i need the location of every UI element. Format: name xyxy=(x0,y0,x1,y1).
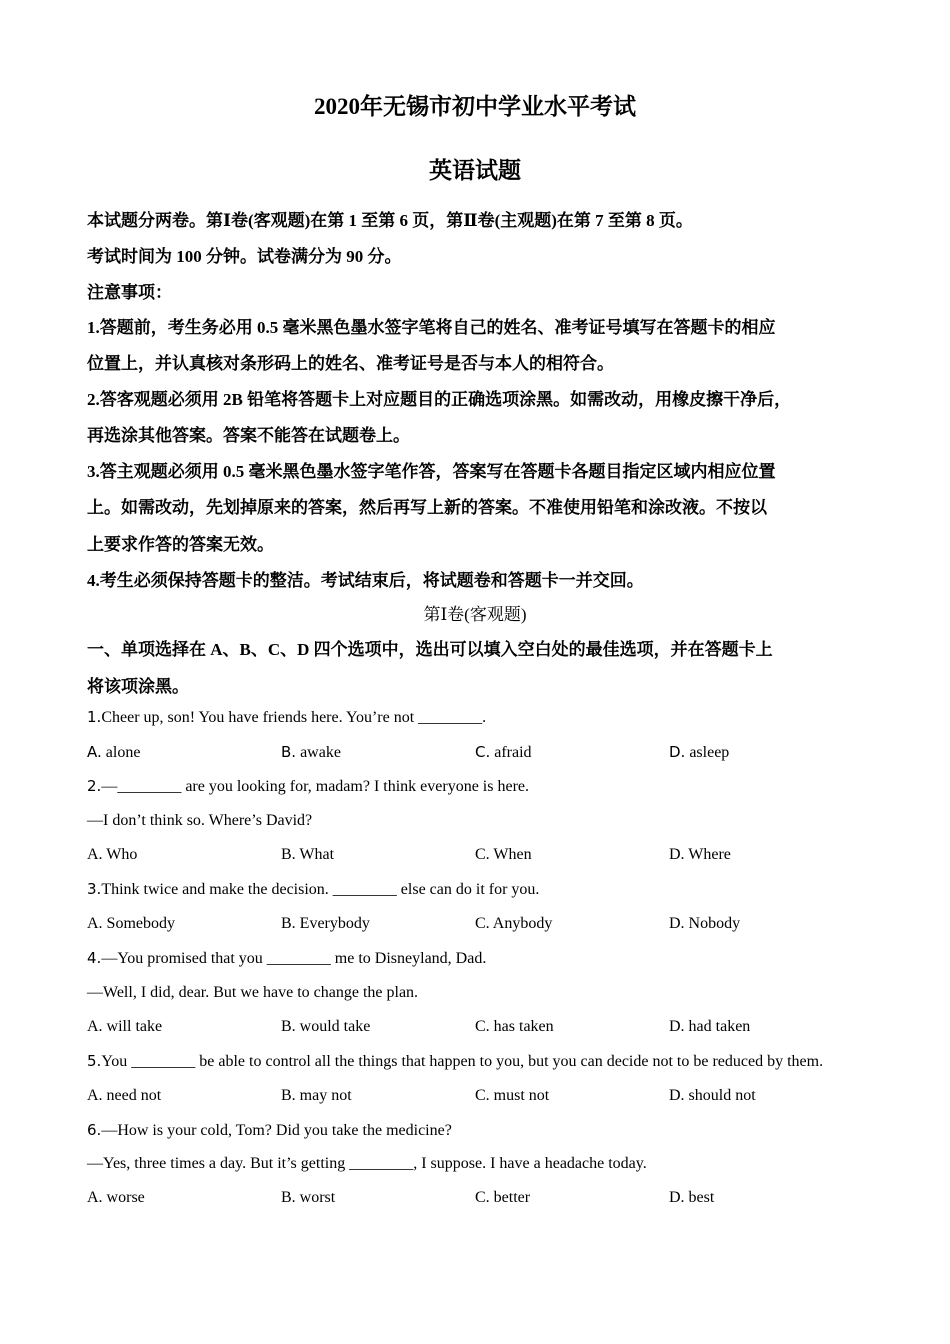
intro-line-2: 考试时间为 100 分钟。试卷满分为 90 分。 xyxy=(87,247,402,266)
question-2-reply: —I don’t think so. Where’s David? xyxy=(87,812,313,829)
option-a[interactable]: A. Somebody xyxy=(87,915,175,932)
option-b[interactable]: B. Everybody xyxy=(281,915,370,932)
question-text: —How is your cold, Tom? Did you take the medicine? xyxy=(101,1122,452,1139)
question-number: 5. xyxy=(87,1052,102,1070)
question-number: 4. xyxy=(87,949,102,967)
question-text: —________ are you looking for, madam? I think everyone is here. xyxy=(101,778,529,795)
question-6-stem xyxy=(87,1121,452,1140)
question-number: 6. xyxy=(87,1121,102,1139)
note-3b: 上。如需改动，先划掉原来的答案，然后再写上新的答案。不准使用铅笔和涂改液。不按以 xyxy=(87,498,767,517)
option-a[interactable]: A. need not xyxy=(87,1087,162,1104)
option-a[interactable]: A. Who xyxy=(87,846,138,863)
question-number: 1. xyxy=(87,708,102,726)
part1-heading: 第Ⅰ卷(客观题) xyxy=(423,605,527,624)
option-a[interactable]: A. worse xyxy=(87,1189,145,1206)
option-d[interactable]: D. had taken xyxy=(669,1018,751,1035)
notice-heading: 注意事项： xyxy=(87,283,172,302)
note-1b: 位置上，并认真核对条形码上的姓名、准考证号是否与本人的相符合。 xyxy=(87,354,614,373)
intro-line-1: 本试题分两卷。第Ⅰ卷(客观题)在第 1 至第 6 页，第Ⅱ卷(主观题)在第 7 至第 8 页。 xyxy=(87,211,693,230)
exam-title: 2020年无锡市初中学业水平考试 xyxy=(314,94,636,119)
question-number: 2. xyxy=(87,777,102,795)
question-4-options xyxy=(87,1018,887,1040)
option-d[interactable]: D. Nobody xyxy=(669,915,741,932)
option-d[interactable]: D. Where xyxy=(669,846,731,863)
exam-subtitle: 英语试题 xyxy=(429,158,521,183)
option-c[interactable]: C. afraid xyxy=(475,743,532,761)
option-b[interactable]: B. worst xyxy=(281,1189,336,1206)
note-3c: 上要求作答的答案无效。 xyxy=(87,535,274,554)
note-3a: 3.答主观题必须用 0.5 毫米黑色墨水签字笔作答，答案写在答题卡各题目指定区域内相应位置 xyxy=(87,462,776,481)
question-6-options xyxy=(87,1189,887,1211)
question-text: You ________ be able to control all the things that happen to you, but you can decide not to be reduced by them. xyxy=(101,1053,824,1070)
note-1a: 1.答题前，考生务必用 0.5 毫米黑色墨水签字笔将自己的姓名、准考证号填写在答题卡的相应 xyxy=(87,318,776,337)
option-b[interactable]: B. may not xyxy=(281,1087,352,1104)
option-c[interactable]: C. Anybody xyxy=(475,915,553,932)
option-a[interactable]: A. alone xyxy=(87,743,141,761)
question-5-options xyxy=(87,1087,887,1109)
note-4: 4.考生必须保持答题卡的整洁。考试结束后，将试题卷和答题卡一并交回。 xyxy=(87,571,644,590)
question-text: Think twice and make the decision. ________ else can do it for you. xyxy=(101,881,540,898)
question-5-stem xyxy=(87,1052,823,1071)
option-c[interactable]: C. better xyxy=(475,1189,531,1206)
option-b[interactable]: B. would take xyxy=(281,1018,371,1035)
option-a[interactable]: A. will take xyxy=(87,1018,163,1035)
option-b[interactable]: B. awake xyxy=(281,743,341,761)
section-instruction-a: 一、单项选择在 A、B、C、D 四个选项中，选出可以填入空白处的最佳选项，并在答题卡上 xyxy=(87,640,773,659)
option-d[interactable]: D. best xyxy=(669,1189,715,1206)
section-instruction-b: 将该项涂黑。 xyxy=(87,677,189,696)
question-text: —You promised that you ________ me to Disneyland, Dad. xyxy=(101,950,487,967)
option-c[interactable]: C. When xyxy=(475,846,532,863)
question-1-stem xyxy=(87,708,486,727)
question-1-options xyxy=(87,743,887,765)
question-4-stem xyxy=(87,949,486,968)
question-3-stem xyxy=(87,880,539,899)
note-2b: 再选涂其他答案。答案不能答在试题卷上。 xyxy=(87,426,410,445)
question-text: Cheer up, son! You have friends here. You’re not ________. xyxy=(101,709,487,726)
question-3-options xyxy=(87,915,887,937)
option-c[interactable]: C. has taken xyxy=(475,1018,554,1035)
question-2-stem xyxy=(87,777,529,796)
option-c[interactable]: C. must not xyxy=(475,1087,550,1104)
option-d[interactable]: D. should not xyxy=(669,1087,756,1104)
question-number: 3. xyxy=(87,880,102,898)
option-d[interactable]: D. asleep xyxy=(669,743,730,761)
question-4-reply: —Well, I did, dear. But we have to change the plan. xyxy=(87,984,419,1001)
note-2a: 2.答客观题必须用 2B 铅笔将答题卡上对应题目的正确选项涂黑。如需改动，用橡皮擦干净后， xyxy=(87,390,792,409)
option-b[interactable]: B. What xyxy=(281,846,335,863)
question-6-reply: —Yes, three times a day. But it’s getting ________, I suppose. I have a headache today. xyxy=(87,1155,647,1172)
question-2-options xyxy=(87,846,887,868)
